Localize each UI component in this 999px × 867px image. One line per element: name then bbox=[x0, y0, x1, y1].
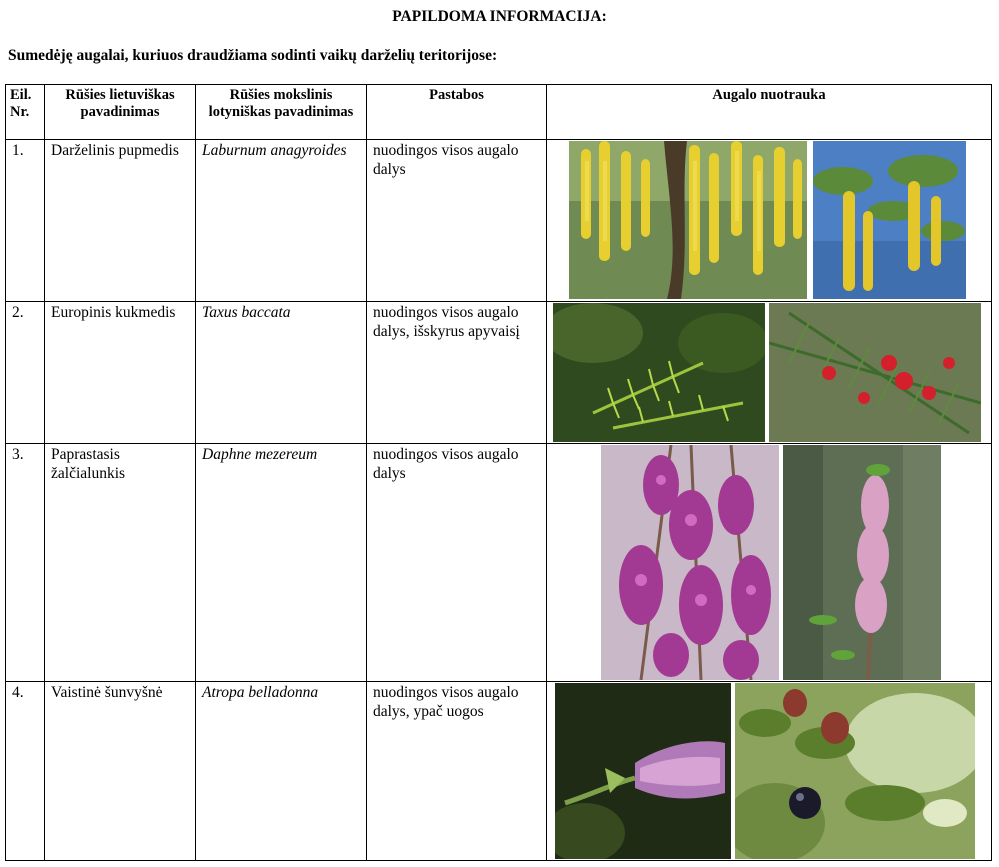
laburnum-photo-2 bbox=[813, 141, 966, 299]
row-note: nuodingos visos augalo dalys bbox=[367, 140, 547, 302]
laburnum-photo-1 bbox=[569, 141, 807, 299]
atropa-photo-1 bbox=[555, 683, 731, 859]
header-latin-name: Rūšies mokslinis lotyniškas pavadinimas bbox=[196, 85, 367, 140]
row-lt-name: Paprastasis žalčialunkis bbox=[45, 444, 196, 682]
row-nr: 2. bbox=[6, 302, 45, 444]
header-photo: Augalo nuotrauka bbox=[547, 85, 992, 140]
daphne-photo-2 bbox=[783, 445, 941, 680]
taxus-photo-2 bbox=[769, 303, 981, 442]
table-row bbox=[6, 302, 992, 444]
row-photos bbox=[547, 444, 992, 682]
row-lt-name: Vaistinė šunvyšnė bbox=[45, 682, 196, 861]
row-note: nuodingos visos augalo dalys, išskyrus apyvaisį bbox=[367, 302, 547, 444]
table-row bbox=[6, 682, 992, 861]
atropa-photo-2 bbox=[735, 683, 975, 859]
row-lt-name: Darželinis pupmedis bbox=[45, 140, 196, 302]
row-latin-name: Atropa belladonna bbox=[196, 682, 367, 861]
row-nr: 1. bbox=[6, 140, 45, 302]
taxus-photo-1 bbox=[553, 303, 765, 442]
row-photos bbox=[547, 302, 992, 444]
row-latin-name: Daphne mezereum bbox=[196, 444, 367, 682]
page-title: PAPILDOMA INFORMACIJA: bbox=[392, 8, 607, 25]
row-note: nuodingos visos augalo dalys bbox=[367, 444, 547, 682]
row-latin-name: Taxus baccata bbox=[196, 302, 367, 444]
page-subtitle: Sumedėję augalai, kuriuos draudžiama sodinti vaikų darželių teritorijose: bbox=[8, 47, 498, 64]
row-photos bbox=[547, 140, 992, 302]
header-lt-name: Rūšies lietuviškas pavadinimas bbox=[45, 85, 196, 140]
row-note: nuodingos visos augalo dalys, ypač uogos bbox=[367, 682, 547, 861]
row-latin-name: Laburnum anagyroides bbox=[196, 140, 367, 302]
table-header-row bbox=[6, 85, 992, 140]
row-nr: 3. bbox=[6, 444, 45, 682]
header-notes: Pastabos bbox=[367, 85, 547, 140]
header-nr: Eil. Nr. bbox=[6, 85, 45, 140]
table-row bbox=[6, 444, 992, 682]
row-photos bbox=[547, 682, 992, 861]
row-nr: 4. bbox=[6, 682, 45, 861]
row-lt-name: Europinis kukmedis bbox=[45, 302, 196, 444]
table-row bbox=[6, 140, 992, 302]
daphne-photo-1 bbox=[601, 445, 779, 680]
plants-table bbox=[5, 84, 992, 861]
